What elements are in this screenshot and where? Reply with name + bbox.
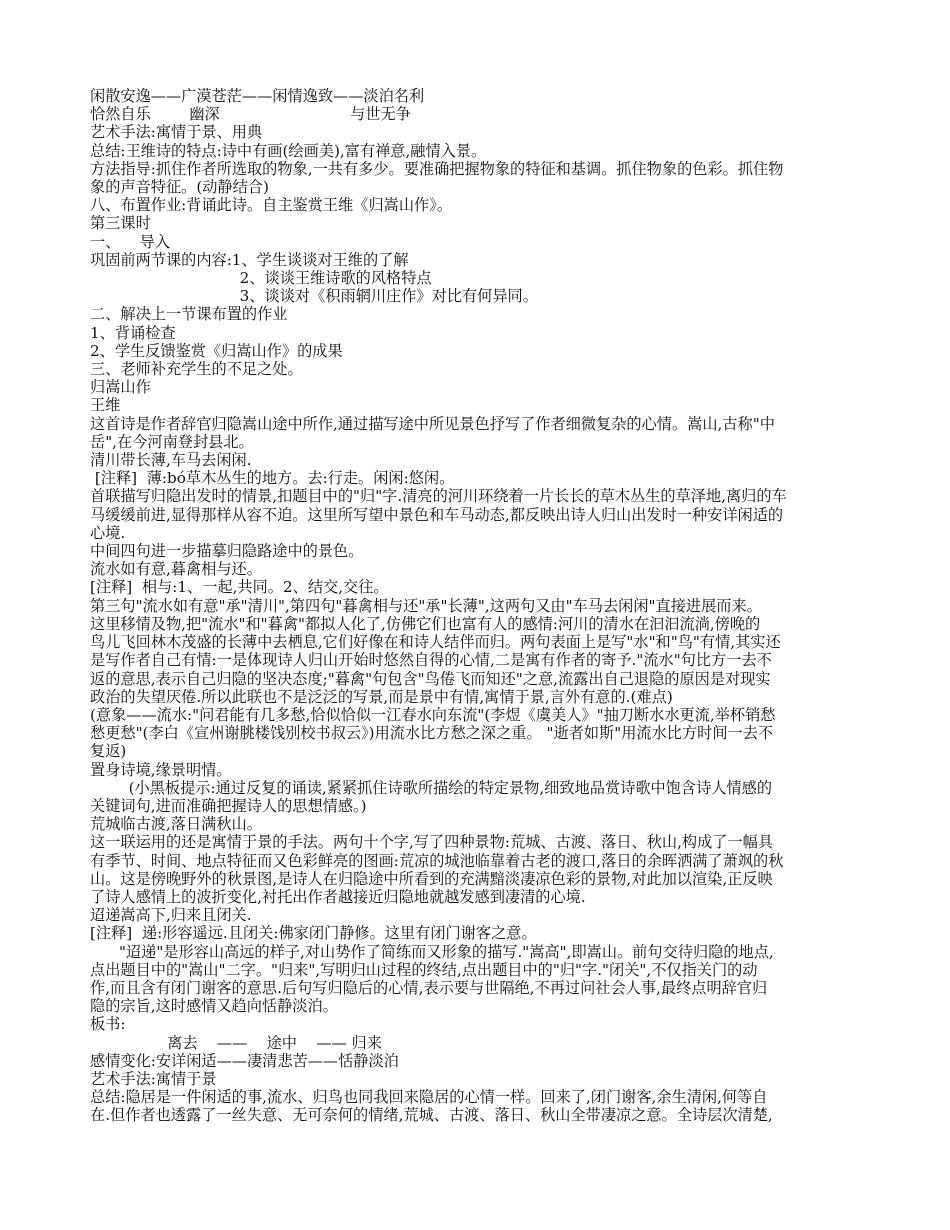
text-line: 中间四句进一步描摹归隐路途中的景色。	[90, 542, 364, 561]
text-line: 1、背诵检查	[90, 323, 176, 342]
text-line: 总结:隐居是一件闲适的事,流水、归鸟也同我回来隐居的心情一样。回来了,闭门谢客,余生清闲,何等自	[90, 1088, 768, 1107]
text-line: (小黑板提示:通过反复的诵读,紧紧抓住诗歌所描绘的特定景物,细致地品赏诗歌中饱含诗人情感的	[90, 778, 773, 797]
text-line: 关键词句,进而准确把握诗人的思想情感。)	[90, 796, 367, 815]
text-line: [注释] 相与:1、一起,共同。2、结交,交往。	[90, 578, 389, 597]
text-line: 隐的宗旨,这时感情又趋向恬静淡泊。	[90, 997, 338, 1016]
text-line: 心境.	[90, 523, 126, 542]
text-line: 方法指导:抓住作者所选取的物象,一共有多少。要准确把握物象的特征和基调。抓住物象的色彩。抓住物	[90, 159, 784, 178]
text-line: "迢递"是形容山高远的样子,对山势作了简练而又形象的描写."嵩高",即嵩山。前句交待归隐的地点,	[90, 942, 774, 961]
text-line: 是写作者自己有情:一是体现诗人归山开始时悠然自得的心情,二是寓有作者的寄予."流水"句比方一去不	[90, 651, 772, 670]
text-line: 2、学生反馈鉴赏《归嵩山作》的成果	[90, 341, 343, 360]
text-line: 八、布置作业:背诵此诗。自主鉴赏王维《归嵩山作》。	[90, 196, 453, 215]
text-line: 2、谈谈王维诗歌的风格特点	[90, 269, 432, 288]
text-line: 荒城临古渡,落日满秋山。	[90, 815, 262, 834]
text-line: 这里移情及物,把"流水"和"暮禽"都拟人化了,仿佛它们也富有人的感情:河川的清水在汩汩流淌,傍晚的	[90, 614, 761, 633]
text-line: 鸟儿飞回林木茂盛的长薄中去栖息,它们好像在和诗人结伴而归。两句表面上是写"水"和"鸟"有情,其实还	[90, 633, 781, 652]
text-line: 复返)	[90, 742, 127, 761]
text-line: 感情变化:安详闲适——凄清悲苦——恬静淡泊	[90, 1051, 399, 1070]
text-line: 返的意思,表示自己归隐的坚决态度;"暮禽"句包含"鸟倦飞而知还"之意,流露出自己退隐的原因是对现实	[90, 669, 771, 688]
text-line: 这首诗是作者辞官归隐嵩山途中所作,通过描写途中所见景色抒写了作者细微复杂的心情。嵩山,古称"中	[90, 414, 775, 433]
text-line: [注释] 薄:bó草木丛生的地方。去:行走。闲闲:悠闲。	[90, 469, 455, 488]
text-line: 板书:	[90, 1015, 126, 1034]
text-line: 象的声音特征。(动静结合)	[90, 178, 269, 197]
text-line: 闲散安逸——广漠苍茫——闲情逸致——淡泊名利	[90, 87, 425, 105]
text-line: (意象——流水:"问君能有几多愁,恰似恰似一江春水向东流"(李煜《虞美人》"抽刀断水水更流,举杯销愁	[90, 705, 776, 724]
text-line: 岳",在今河南登封县北。	[90, 432, 254, 451]
text-line: 归嵩山作	[90, 378, 151, 397]
text-line: 愁更愁"(李白《宣州谢朓楼饯别校书叔云》)用流水比方愁之深之重。 "逝者如斯"用流水比方时间一去不	[90, 724, 774, 743]
text-line: 了诗人感情上的波折变化,衬托出作者越接近归隐地就越发感到凄清的心境.	[90, 887, 586, 906]
text-line: 巩固前两节课的内容:1、学生谈谈对王维的了解	[90, 250, 409, 269]
text-line: 这一联运用的还是寓情于景的手法。两句十个字,写了四种景物:荒城、古渡、落日、秋山,构成了一幅具	[90, 833, 774, 852]
text-line: [注释] 递:形容遥远.且闭关:佛家闭门静修。这里有闭门谢客之意。	[90, 924, 537, 943]
text-line: 总结:王维诗的特点:诗中有画(绘画美),富有禅意,融情入景。	[90, 141, 487, 160]
text-line: 离去 —— 途中 —— 归来	[90, 1033, 382, 1052]
text-line: 二、解决上一节课布置的作业	[90, 305, 288, 324]
text-line: 第三课时	[90, 214, 151, 233]
text-line: 首联描写归隐出发时的情景,扣题目中的"归"字.清亮的河川环绕着一片长长的草木丛生的草泽地,离归的车	[90, 487, 787, 506]
text-line: 艺术手法:寓情于景、用典	[90, 123, 263, 142]
text-line: 作,而且含有闭门谢客的意思.后句写归隐后的心情,表示要与世隔绝,不再过问社会人事,最终点明辞官归	[90, 978, 768, 997]
text-line: 一、 导入	[90, 232, 171, 251]
text-line: 有季节、时间、地点特征而又色彩鲜亮的图画:荒凉的城池临靠着古老的渡口,落日的余晖洒满了萧飒的秋	[90, 851, 784, 870]
text-line: 王维	[90, 396, 121, 415]
text-line: 在.但作者也透露了一丝失意、无可奈何的情绪,荒城、古渡、落日、秋山全带凄凉之意。全诗层次清楚,	[90, 1106, 773, 1125]
text-line: 迢递嵩高下,归来且闭关.	[90, 906, 252, 925]
text-line: 第三句"流水如有意"承"清川",第四句"暮禽相与还"承"长薄",这两句又由"车马去闲闲"直接进展而来。	[90, 596, 762, 615]
text-line: 清川带长薄,车马去闲闲.	[90, 451, 252, 470]
text-line: 政治的失望厌倦.所以此联也不是泛泛的写景,而是景中有情,寓情于景,言外有意的.(难点)	[90, 687, 673, 706]
document-body	[90, 87, 888, 1125]
text-line: 3、谈谈对《积雨辋川庄作》对比有何异同。	[90, 287, 538, 306]
text-line: 恰然自乐 幽深 与世无争	[90, 105, 411, 124]
text-line: 流水如有意,暮禽相与还。	[90, 560, 262, 579]
text-line: 三、老师补充学生的不足之处。	[90, 360, 303, 379]
text-line: 山。这是傍晚野外的秋景图,是诗人在归隐途中所看到的充满黯淡凄凉色彩的景物,对此加以渲染,正反映	[90, 869, 773, 888]
text-line: 艺术手法:寓情于景	[90, 1069, 217, 1088]
text-line: 马缓缓前进,显得那样从容不迫。这里所写望中景色和车马动态,都反映出诗人归山出发时一种安详闲适的	[90, 505, 784, 524]
text-line: 置身诗境,缘景明情。	[90, 760, 232, 779]
text-line: 点出题目中的"嵩山"二字。"归来",写明归山过程的终结,点出题目中的"归"字."闭关",不仅指关门的动	[90, 960, 758, 979]
